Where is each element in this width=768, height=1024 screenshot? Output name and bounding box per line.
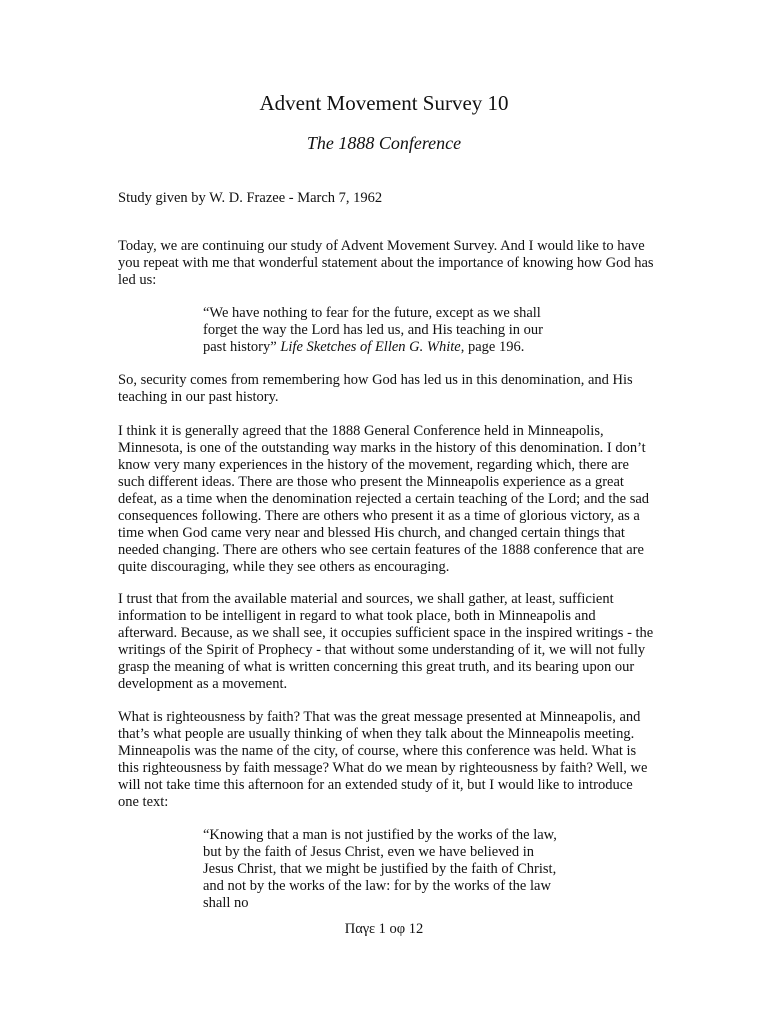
document-subtitle: The 1888 Conference <box>306 133 462 153</box>
page-number: Παγε 1 οφ 12 <box>344 921 424 937</box>
paragraph-text: I think it is generally agreed that the 1888 General Conference held in Minneapolis, Minnesota, is one of the outstanding way marks in the history of this denomination. I don’t know very many experiences in the history of the movement, regarding which, there are such different ideas. There are those who present the Minneapolis experience as a great defeat, as a time when the denomination rejected a certain teaching of the Lord; and the sad consequences following. There are others who present it as a time of glorious victory, as a time when God came very near and blessed His church, and changed certain things that needed changing. There are others who see certain features of the 1888 conference that are quite discouraging, while they see others as encouraging. <box>118 423 650 575</box>
byline: Study given by W. D. Frazee - March 7, 1962 <box>118 190 383 206</box>
paragraph-security <box>118 372 654 406</box>
paragraph-sources <box>118 591 654 693</box>
paragraph-text: Today, we are continuing our study of Advent Movement Survey. And I would like to have you repeat with me that wonderful statement about the importance of knowing how God has led us: <box>118 238 654 288</box>
block-quote-life-sketches <box>203 305 563 356</box>
quote-source-page: , page 196. <box>460 339 525 355</box>
paragraph-1888-conference <box>118 423 654 576</box>
document-title: Advent Movement Survey 10 <box>259 91 509 115</box>
paragraph-text: I trust that from the available material and sources, we shall gather, at least, sufficient information to be intelligent in regard to what took place, both in Minneapolis and afterward. Because, as we shall see, it occupies sufficient space in the inspired writings - the writings of the Spirit of Prophecy - that without some understanding of it, we will not fully grasp the meaning of what is written concerning this great truth, and its bearing upon our development as a movement. <box>118 591 654 692</box>
paragraph-text: So, security comes from remembering how God has led us in this denomination, and His teaching in our past history. <box>118 372 633 405</box>
quote-body: “We have nothing to fear for the future, except as we shall forget the way the Lord has led us, and His teaching in our past history” <box>203 305 543 355</box>
paragraph-text: What is righteousness by faith? That was the great message presented at Minneapolis, and that’s what people are usually thinking of when they talk about the Minneapolis meeting. Minneapolis was the name of the city, of course, where this conference was held. What is this righteousness by faith message? What do we mean by righteousness by faith? Well, we will not take time this afternoon for an extended study of it, but I would like to introduce one text: <box>118 709 648 810</box>
paragraph-intro <box>118 238 654 289</box>
quote-text: “Knowing that a man is not justified by the works of the law, but by the faith of Jesus Christ, even we have believed in Jesus Christ, that we might be justified by the faith of Christ, and not by the works of the law: for by the works of the law shall no <box>203 827 557 911</box>
quote-source-title: Life Sketches of Ellen G. White <box>280 339 461 355</box>
paragraph-righteousness <box>118 709 654 811</box>
block-quote-scripture <box>203 827 563 912</box>
quote-text <box>203 305 563 356</box>
